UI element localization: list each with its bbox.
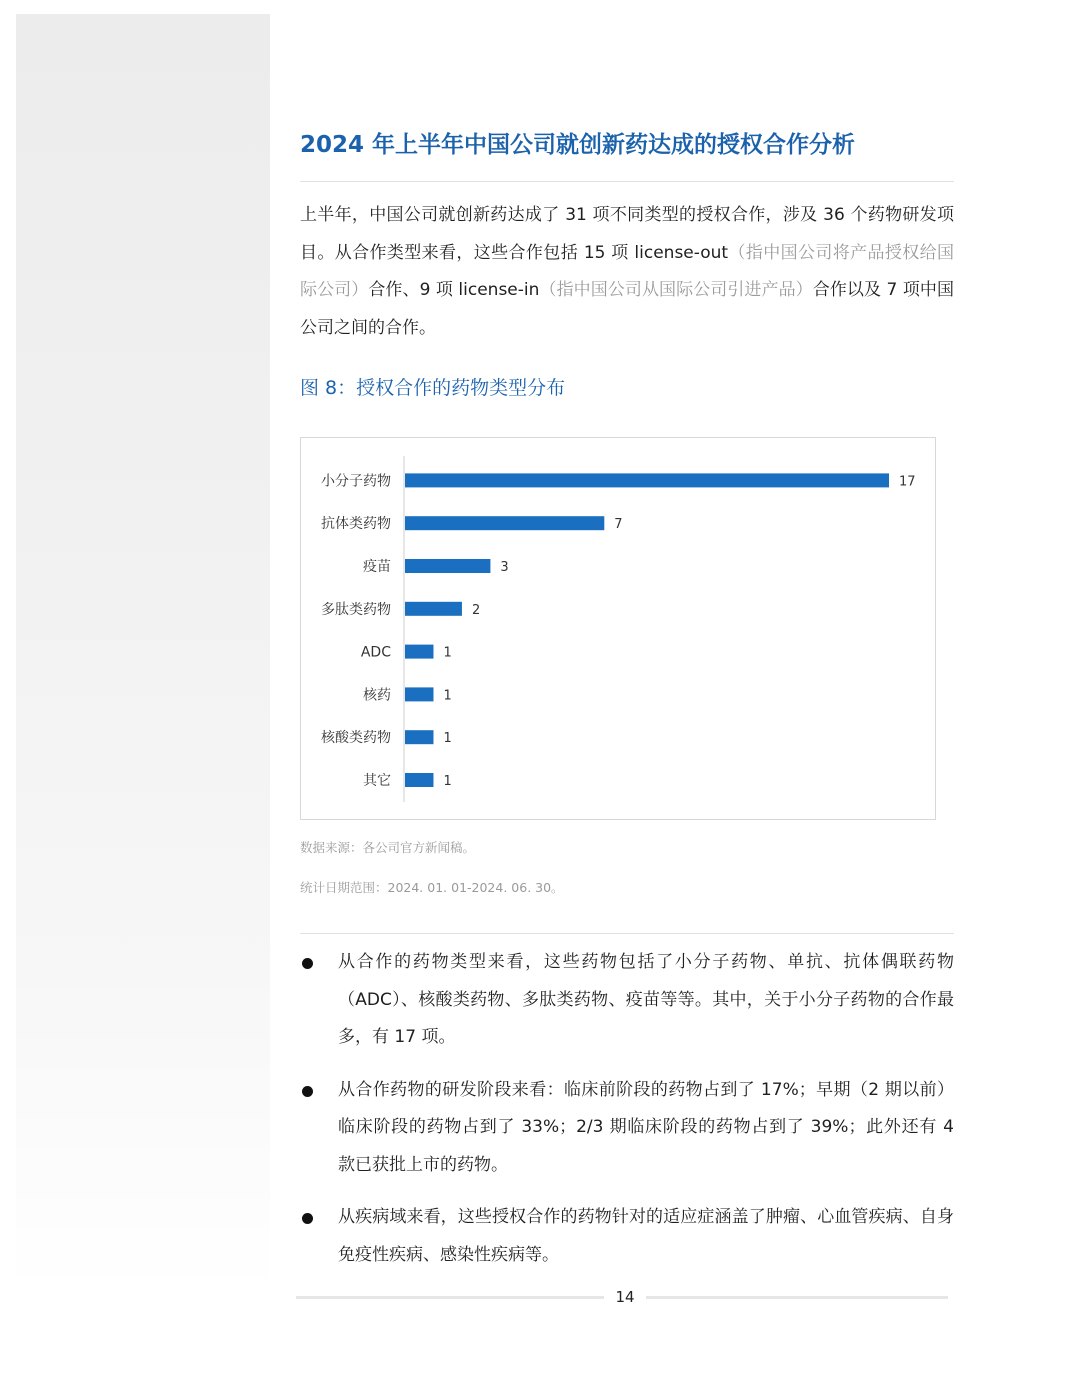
bar — [405, 687, 433, 701]
bar — [405, 645, 433, 659]
bullet-item-drug-types — [300, 944, 954, 1057]
data-label: 1 — [443, 731, 452, 747]
bar-chart — [300, 437, 936, 820]
notes-divider — [300, 933, 954, 934]
bar — [405, 473, 889, 487]
category-label: 小分子药物 — [321, 473, 391, 490]
heading-divider — [300, 181, 954, 182]
date-range-note: 统计日期范围：2024. 01. 01-2024. 06. 30。 — [300, 880, 564, 895]
data-label: 2 — [471, 602, 481, 618]
intro-text-1: 上半年，中国公司就创新药达成了 31 项不同类型的授权合作，涉及 36 个药物研发项目。从合作类型来看，这些合作包括 15 项 license-out — [300, 205, 954, 263]
data-label: 17 — [899, 474, 916, 490]
bullet-text: 从合作药物的研发阶段来看：临床前阶段的药物占到了 17%；早期（2 期以前）临床阶段的药物占到了 33%；2/3 期临床阶段的药物占到了 39%；此外还有 4 款已获批上市的药物。 — [338, 1079, 954, 1175]
footer-line-right — [646, 1296, 948, 1299]
bullet-text: 从疾病域来看，这些授权合作的药物针对的适应症涵盖了肿瘤、心血管疾病、自身免疫性疾病、感染性疾病等。 — [338, 1207, 954, 1265]
side-decor-panel — [16, 14, 270, 1294]
category-label: 多肽类药物 — [321, 601, 391, 618]
data-label: 3 — [500, 560, 509, 575]
bullet-dot-icon — [302, 958, 313, 969]
bullet-text: 从合作的药物类型来看，这些药物包括了小分子药物、单抗、抗体偶联药物（ADC）、核酸类药物、多肽类药物、疫苗等等。其中，关于小分子药物的合作最多，有 17 项。 — [338, 952, 954, 1047]
intro-note-license-in: （指中国公司从国际公司引进产品） — [539, 280, 813, 300]
bullet-item-dev-stage — [300, 1072, 954, 1185]
category-label: 其它 — [363, 773, 391, 789]
footer-line-left — [296, 1296, 604, 1299]
intro-text-2: 合作、9 项 license-in — [368, 280, 540, 300]
intro-paragraph — [300, 197, 954, 347]
bullet-dot-icon — [302, 1086, 313, 1097]
bar-chart-svg — [301, 438, 937, 821]
bullet-item-disease-area — [300, 1199, 954, 1274]
bullet-dot-icon — [302, 1213, 313, 1224]
data-label: 1 — [443, 645, 452, 661]
data-label: 1 — [443, 774, 452, 789]
bullet-list — [300, 944, 954, 1289]
page-number: 14 — [615, 1288, 635, 1306]
data-label: 7 — [614, 517, 623, 533]
category-label: ADC — [360, 644, 391, 661]
bar — [405, 516, 604, 530]
bar — [405, 773, 433, 787]
bar — [405, 559, 490, 573]
category-label: 核酸类药物 — [321, 730, 391, 747]
bar — [405, 602, 462, 616]
category-label: 抗体类药物 — [321, 516, 391, 533]
data-label: 1 — [443, 688, 452, 704]
intro-text-3: 合作以及 7 项中国公司之间的合作。 — [300, 280, 955, 338]
section-heading: 2024 年上半年中国公司就创新药达成的授权合作分析 — [300, 132, 856, 158]
data-source-note: 数据来源：各公司官方新闻稿。 — [300, 840, 476, 855]
bar — [405, 730, 433, 744]
category-label: 核药 — [363, 687, 391, 704]
category-label: 疫苗 — [363, 559, 391, 575]
intro-note-license-out: （指中国公司将产品授权给国际公司） — [300, 242, 954, 300]
figure-title: 图 8：授权合作的药物类型分布 — [300, 377, 566, 399]
